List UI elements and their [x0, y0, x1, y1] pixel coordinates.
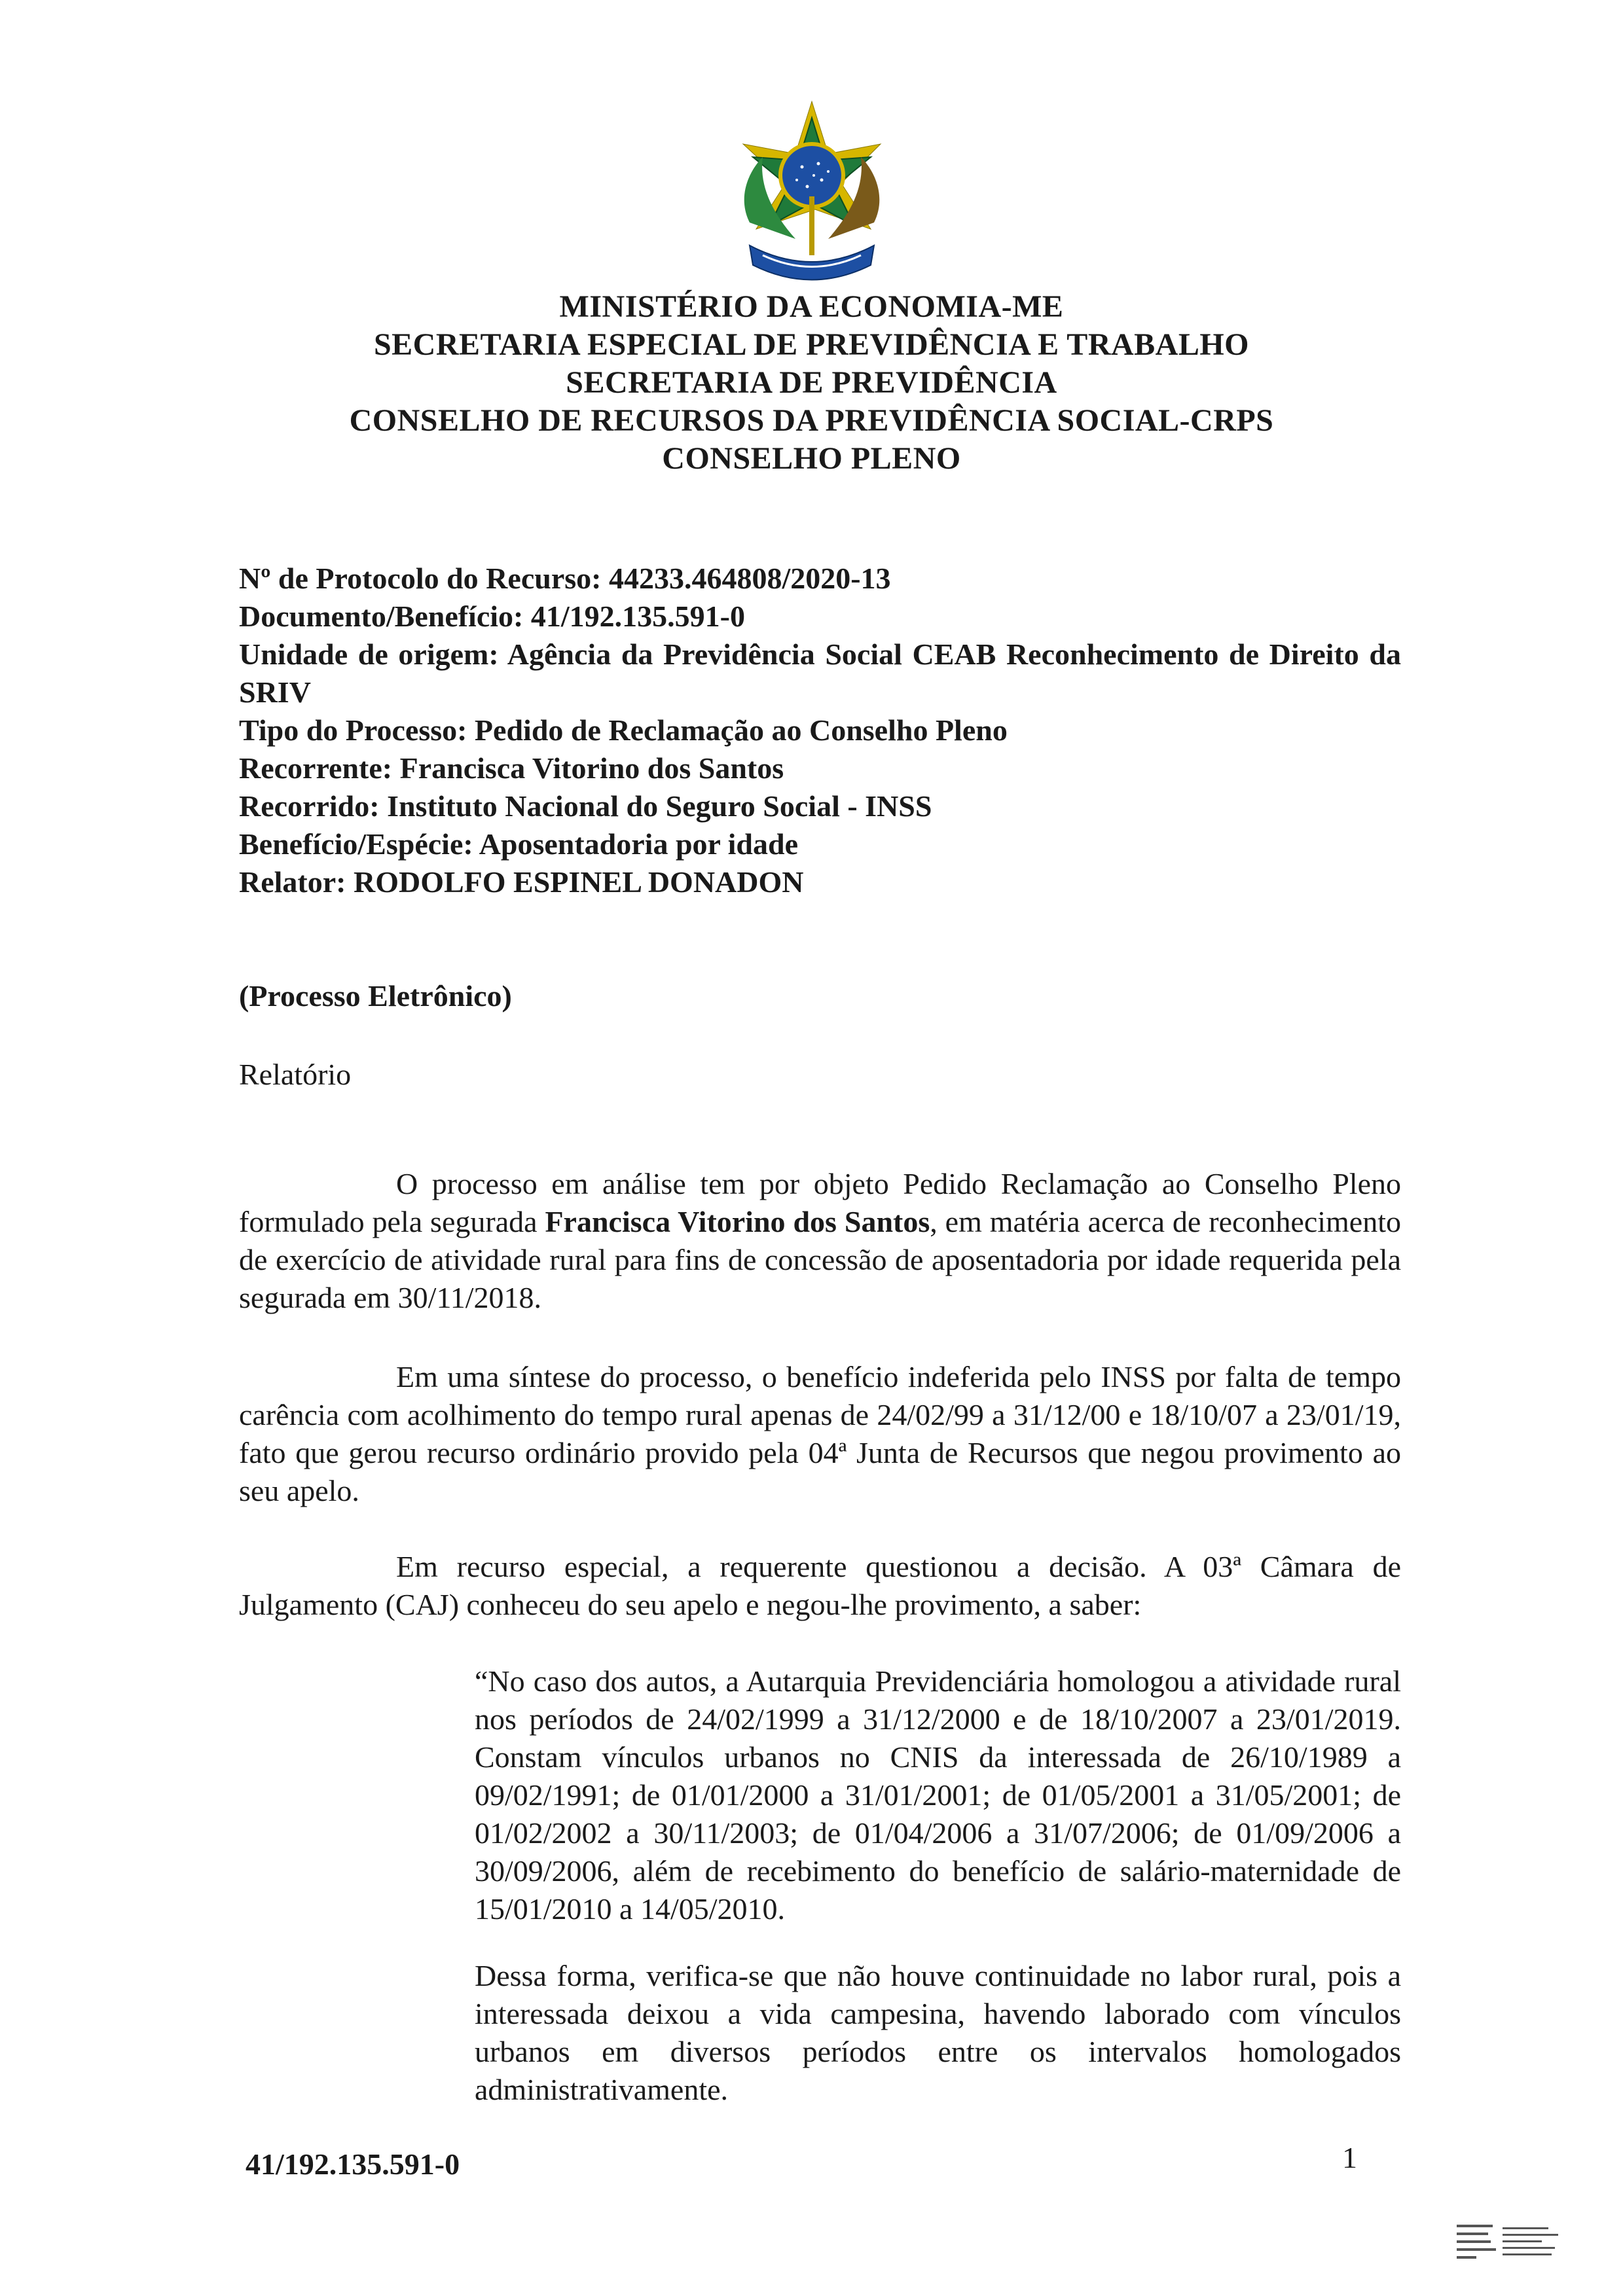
- meta-unidade: Unidade de origem: Agência da Previdência Social CEAB Reconhecimento de Direito da SRIV: [239, 637, 1401, 709]
- paragraph-1-start: O processo em análise tem por objeto Pedido Reclamação ao Conselho Pleno formulado pela segurada: [239, 1167, 1401, 1238]
- meta-recorrido: Recorrido: Instituto Nacional do Seguro Social - INSS: [239, 789, 932, 823]
- footer-document-number: 41/192.135.591-0: [246, 2147, 460, 2181]
- meta-protocolo: Nº de Protocolo do Recurso: 44233.464808/2020-13: [239, 562, 891, 595]
- coat-of-arms-emblem: [723, 98, 900, 288]
- meta-documento: Documento/Benefício: 41/192.135.591-0: [239, 600, 745, 633]
- document-header: [0, 288, 1623, 478]
- header-line-conselho-recursos: CONSELHO DE RECURSOS DA PREVIDÊNCIA SOCIAL-CRPS: [349, 403, 1274, 438]
- header-line-conselho-pleno: CONSELHO PLENO: [662, 441, 961, 476]
- quote-paragraph-2: Dessa forma, verifica-se que não houve continuidade no labor rural, pois a interessada deixou a vida campesina, havendo laborado com vínculos urbanos em diversos períodos entre os intervalos homologados administrativamente.: [475, 1959, 1401, 2106]
- processo-eletronico-label: (Processo Eletrônico): [239, 979, 512, 1013]
- paragraph-3: [239, 1548, 1401, 1624]
- header-line-ministerio: MINISTÉRIO DA ECONOMIA-ME: [559, 289, 1064, 324]
- page-number: 1: [1342, 2141, 1357, 2174]
- paragraph-2: [239, 1358, 1401, 1510]
- header-line-secretaria: SECRETARIA DE PREVIDÊNCIA: [566, 365, 1057, 400]
- process-metadata: [239, 560, 1401, 901]
- paragraph-2-text: Em uma síntese do processo, o benefício indeferida pelo INSS por falta de tempo carência com acolhimento do tempo rural apenas de 24/02/99 a 31/12/00 e 18/10/07 a 23/01/19, fato que gerou recurso ordinário provido pela 04ª Junta de Recursos que negou provimento ao seu apelo.: [239, 1360, 1401, 1507]
- paragraph-3-text: Em recurso especial, a requerente questionou a decisão. A 03ª Câmara de Julgamento (CAJ) conheceu do seu apelo e negou-lhe provimento, a saber:: [239, 1550, 1401, 1621]
- meta-relator: Relator: RODOLFO ESPINEL DONADON: [239, 865, 804, 899]
- paragraph-1: [239, 1165, 1401, 1317]
- relatorio-heading: Relatório: [239, 1058, 352, 1091]
- paragraph-1-end: , em matéria acerca de reconhecimento de exercício de atividade rural para fins de concessão de aposentadoria por idade requerida pela segurada em 30/11/2018.: [239, 1205, 1402, 1314]
- header-line-secretaria-especial: SECRETARIA ESPECIAL DE PREVIDÊNCIA E TRABALHO: [373, 327, 1250, 362]
- meta-especie: Benefício/Espécie: Aposentadoria por idade: [239, 827, 798, 861]
- paragraph-1-name: Francisca Vitorino dos Santos: [545, 1205, 930, 1238]
- meta-recorrente: Recorrente: Francisca Vitorino dos Santos: [239, 751, 784, 785]
- digital-signature-stamp: [1457, 2222, 1568, 2274]
- meta-tipo: Tipo do Processo: Pedido de Reclamação ao Conselho Pleno: [239, 713, 1008, 747]
- quote-paragraph-1: “No caso dos autos, a Autarquia Previdenciária homologou a atividade rural nos períodos de 24/02/1999 a 31/12/2000 e de 18/10/2007 a 23/01/2019. Constam vínculos urbanos no CNIS da interessada de 26/10/1989 a 09/02/1991; de 01/01/2000 a 31/01/2001; de 01/05/2001 a 31/05/2001; de 01/02/2002 a 30/11/2003; de 01/04/2006 a 31/07/2006; de 01/09/2006 a 30/09/2006, além de recebimento do benefício de salário-maternidade de 15/01/2010 a 14/05/2010.: [475, 1664, 1401, 1926]
